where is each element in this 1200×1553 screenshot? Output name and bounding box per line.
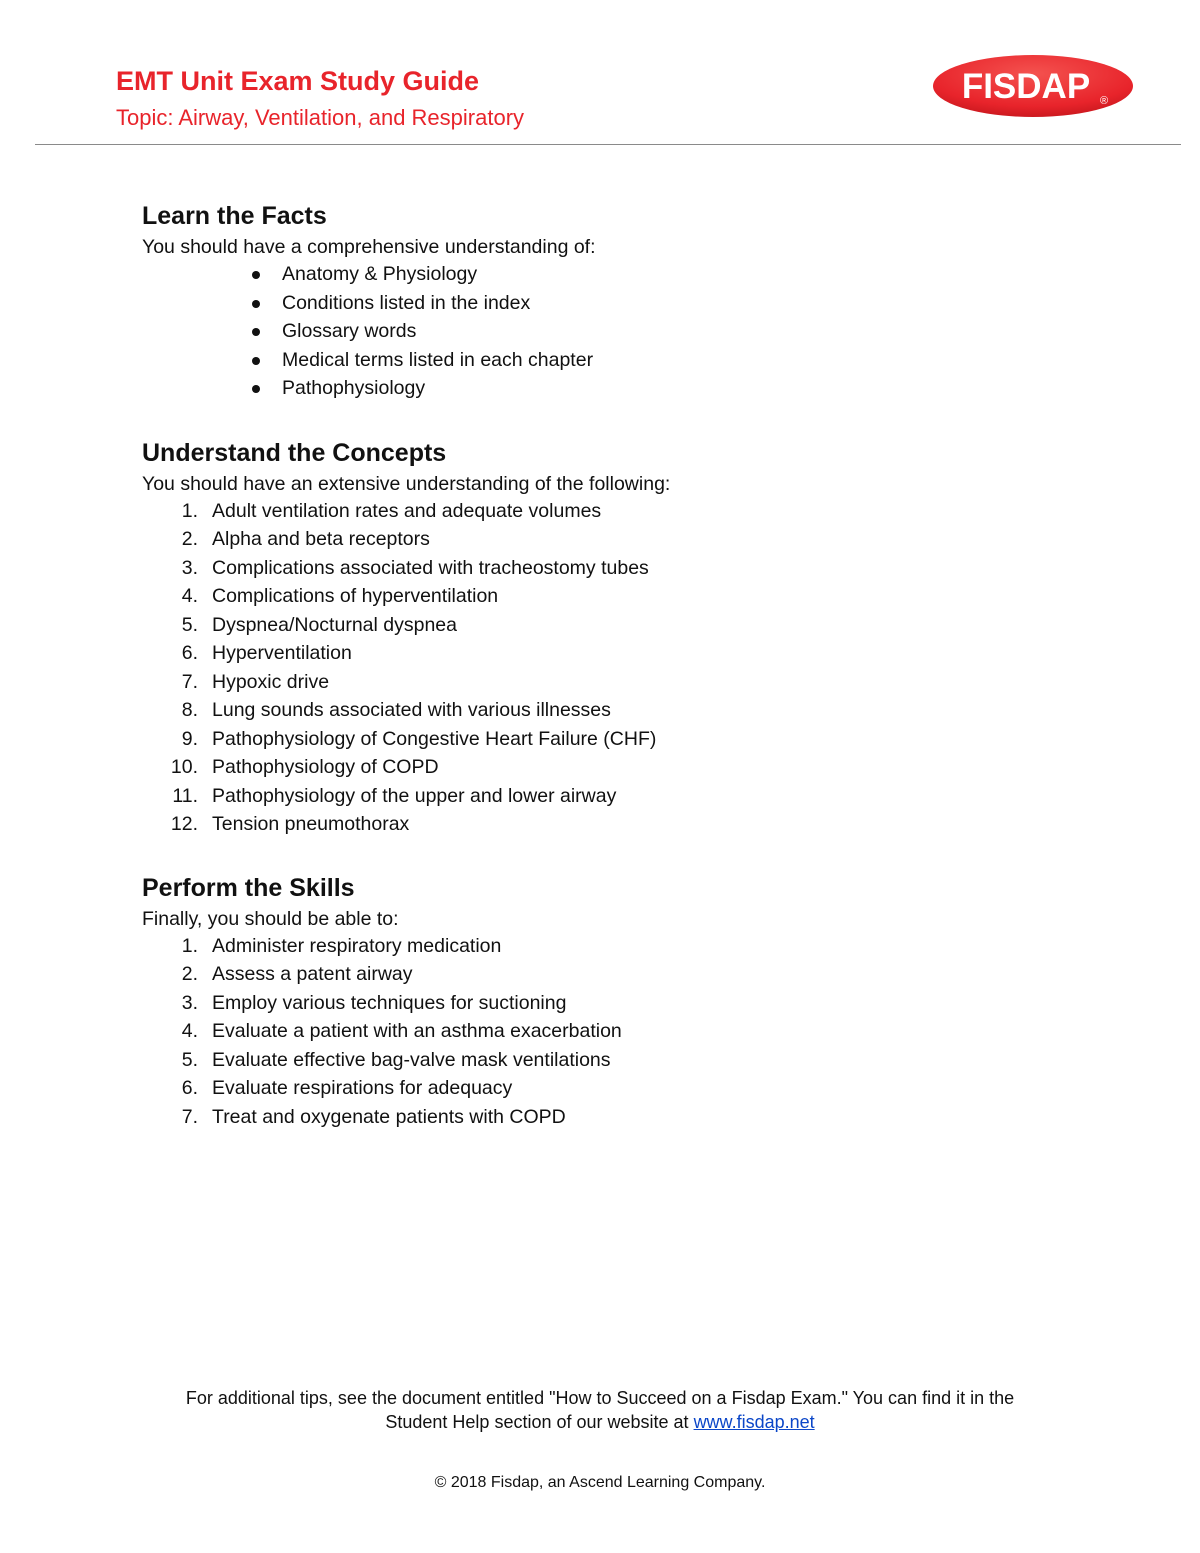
list-item-text: Evaluate a patient with an asthma exacerbation [212,1020,622,1042]
list-item-text: Complications associated with tracheostomy tubes [212,556,649,579]
bullet-icon [252,300,260,308]
list-item [142,1074,1102,1103]
list-item [142,497,1102,526]
list-item-text: Pathophysiology of Congestive Heart Failure (CHF) [212,727,657,750]
list-item [142,1046,1102,1075]
list-item-text: Adult ventilation rates and adequate volumes [212,499,602,522]
list-item-number: 7. [181,1105,198,1128]
list-item-number: 3. [181,556,198,579]
list-item-text: Complications of hyperventilation [212,585,499,607]
list-item [142,753,1102,782]
list-item-number: 1. [181,934,198,957]
header-divider [35,144,1181,145]
document-body [142,200,1102,1131]
list-item-number: 9. [181,727,198,750]
list-item [142,346,1102,375]
section-heading: Learn the Facts [142,202,327,230]
skills-numbered-list [142,932,1102,1132]
list-item [142,289,1102,318]
logo-registered-mark: ® [1099,95,1109,107]
list-item-number: 4. [181,1020,198,1042]
list-item [142,554,1102,583]
list-item-number: 6. [181,1077,198,1099]
list-item [142,317,1102,346]
document-header [0,0,1200,150]
document-title: EMT Unit Exam Study Guide [116,66,480,96]
list-item-text: Conditions listed in the index [282,291,531,314]
list-item-number: 2. [181,528,198,550]
list-item [142,1103,1102,1132]
list-item [142,960,1102,989]
list-item [142,725,1102,754]
fisdap-logo [932,54,1134,118]
list-item-number: 12. [170,813,198,835]
list-item [142,639,1102,668]
list-item-text: Glossary words [282,320,417,342]
logo-wordmark: FISDAP [961,67,1091,106]
list-item-text: Evaluate effective bag-valve mask ventilations [212,1048,611,1071]
list-item-text: Hyperventilation [212,642,352,664]
footer-line-2-text: Student Help section of our website at [385,1412,694,1432]
list-item-number: 10. [170,756,198,778]
list-item-text: Medical terms listed in each chapter [282,348,594,371]
list-item-text: Evaluate respirations for adequacy [212,1077,513,1099]
list-item-text: Pathophysiology of the upper and lower airway [212,784,617,807]
bullet-icon [252,357,260,365]
section-learn-the-facts [142,200,1102,403]
list-item [142,260,1102,289]
footer-note [0,1386,1200,1434]
list-item [142,932,1102,961]
bullet-icon [252,385,260,393]
list-item [142,611,1102,640]
footer-line-2 [0,1410,1200,1434]
list-item-text: Assess a patent airway [212,963,413,985]
list-item-text: Administer respiratory medication [212,934,502,957]
section-intro: Finally, you should be able to: [142,907,399,930]
list-item-number: 2. [181,963,198,985]
list-item-number: 1. [181,499,198,522]
list-item-text: Hypoxic drive [212,670,330,693]
copyright-notice: © 2018 Fisdap, an Ascend Learning Company. [434,1474,766,1491]
footer-line-1: For additional tips, see the document entitled "How to Succeed on a Fisdap Exam." You can find it in the [185,1388,1015,1408]
bullet-icon [252,271,260,279]
list-item [142,810,1102,839]
section-intro: You should have a comprehensive understanding of: [142,236,596,258]
list-item-text: Treat and oxygenate patients with COPD [212,1105,566,1128]
document-subtitle: Topic: Airway, Ventilation, and Respiratory [116,105,525,130]
bullet-icon [252,328,260,336]
list-item-text: Tension pneumothorax [212,813,410,835]
list-item-text: Alpha and beta receptors [212,528,430,550]
facts-bullet-list [142,260,1102,403]
list-item [142,989,1102,1018]
list-item-text: Employ various techniques for suctioning [212,991,567,1014]
section-intro: You should have an extensive understanding of the following: [142,472,671,495]
list-item [142,782,1102,811]
list-item-number: 4. [181,585,198,607]
list-item-text: Lung sounds associated with various illnesses [212,699,611,721]
concepts-numbered-list [142,497,1102,839]
list-item-number: 7. [181,670,198,693]
list-item-text: Pathophysiology of COPD [212,756,439,778]
list-item-text: Dyspnea/Nocturnal dyspnea [212,613,457,636]
website-link[interactable]: www.fisdap.net [693,1412,815,1432]
list-item-number: 8. [181,699,198,721]
list-item-number: 11. [172,784,198,807]
section-perform-the-skills [142,872,1102,1132]
section-heading: Understand the Concepts [142,438,447,467]
list-item-number: 6. [181,642,198,664]
list-item [142,582,1102,611]
list-item [142,668,1102,697]
list-item-number: 5. [181,613,198,636]
list-item-number: 3. [181,991,198,1014]
list-item-text: Anatomy & Physiology [282,263,478,285]
section-understand-the-concepts [142,437,1102,839]
list-item-text: Pathophysiology [282,377,426,399]
list-item [142,374,1102,403]
list-item [142,1017,1102,1046]
section-heading: Perform the Skills [142,873,355,902]
list-item [142,696,1102,725]
list-item-number: 5. [181,1048,198,1071]
list-item [142,525,1102,554]
